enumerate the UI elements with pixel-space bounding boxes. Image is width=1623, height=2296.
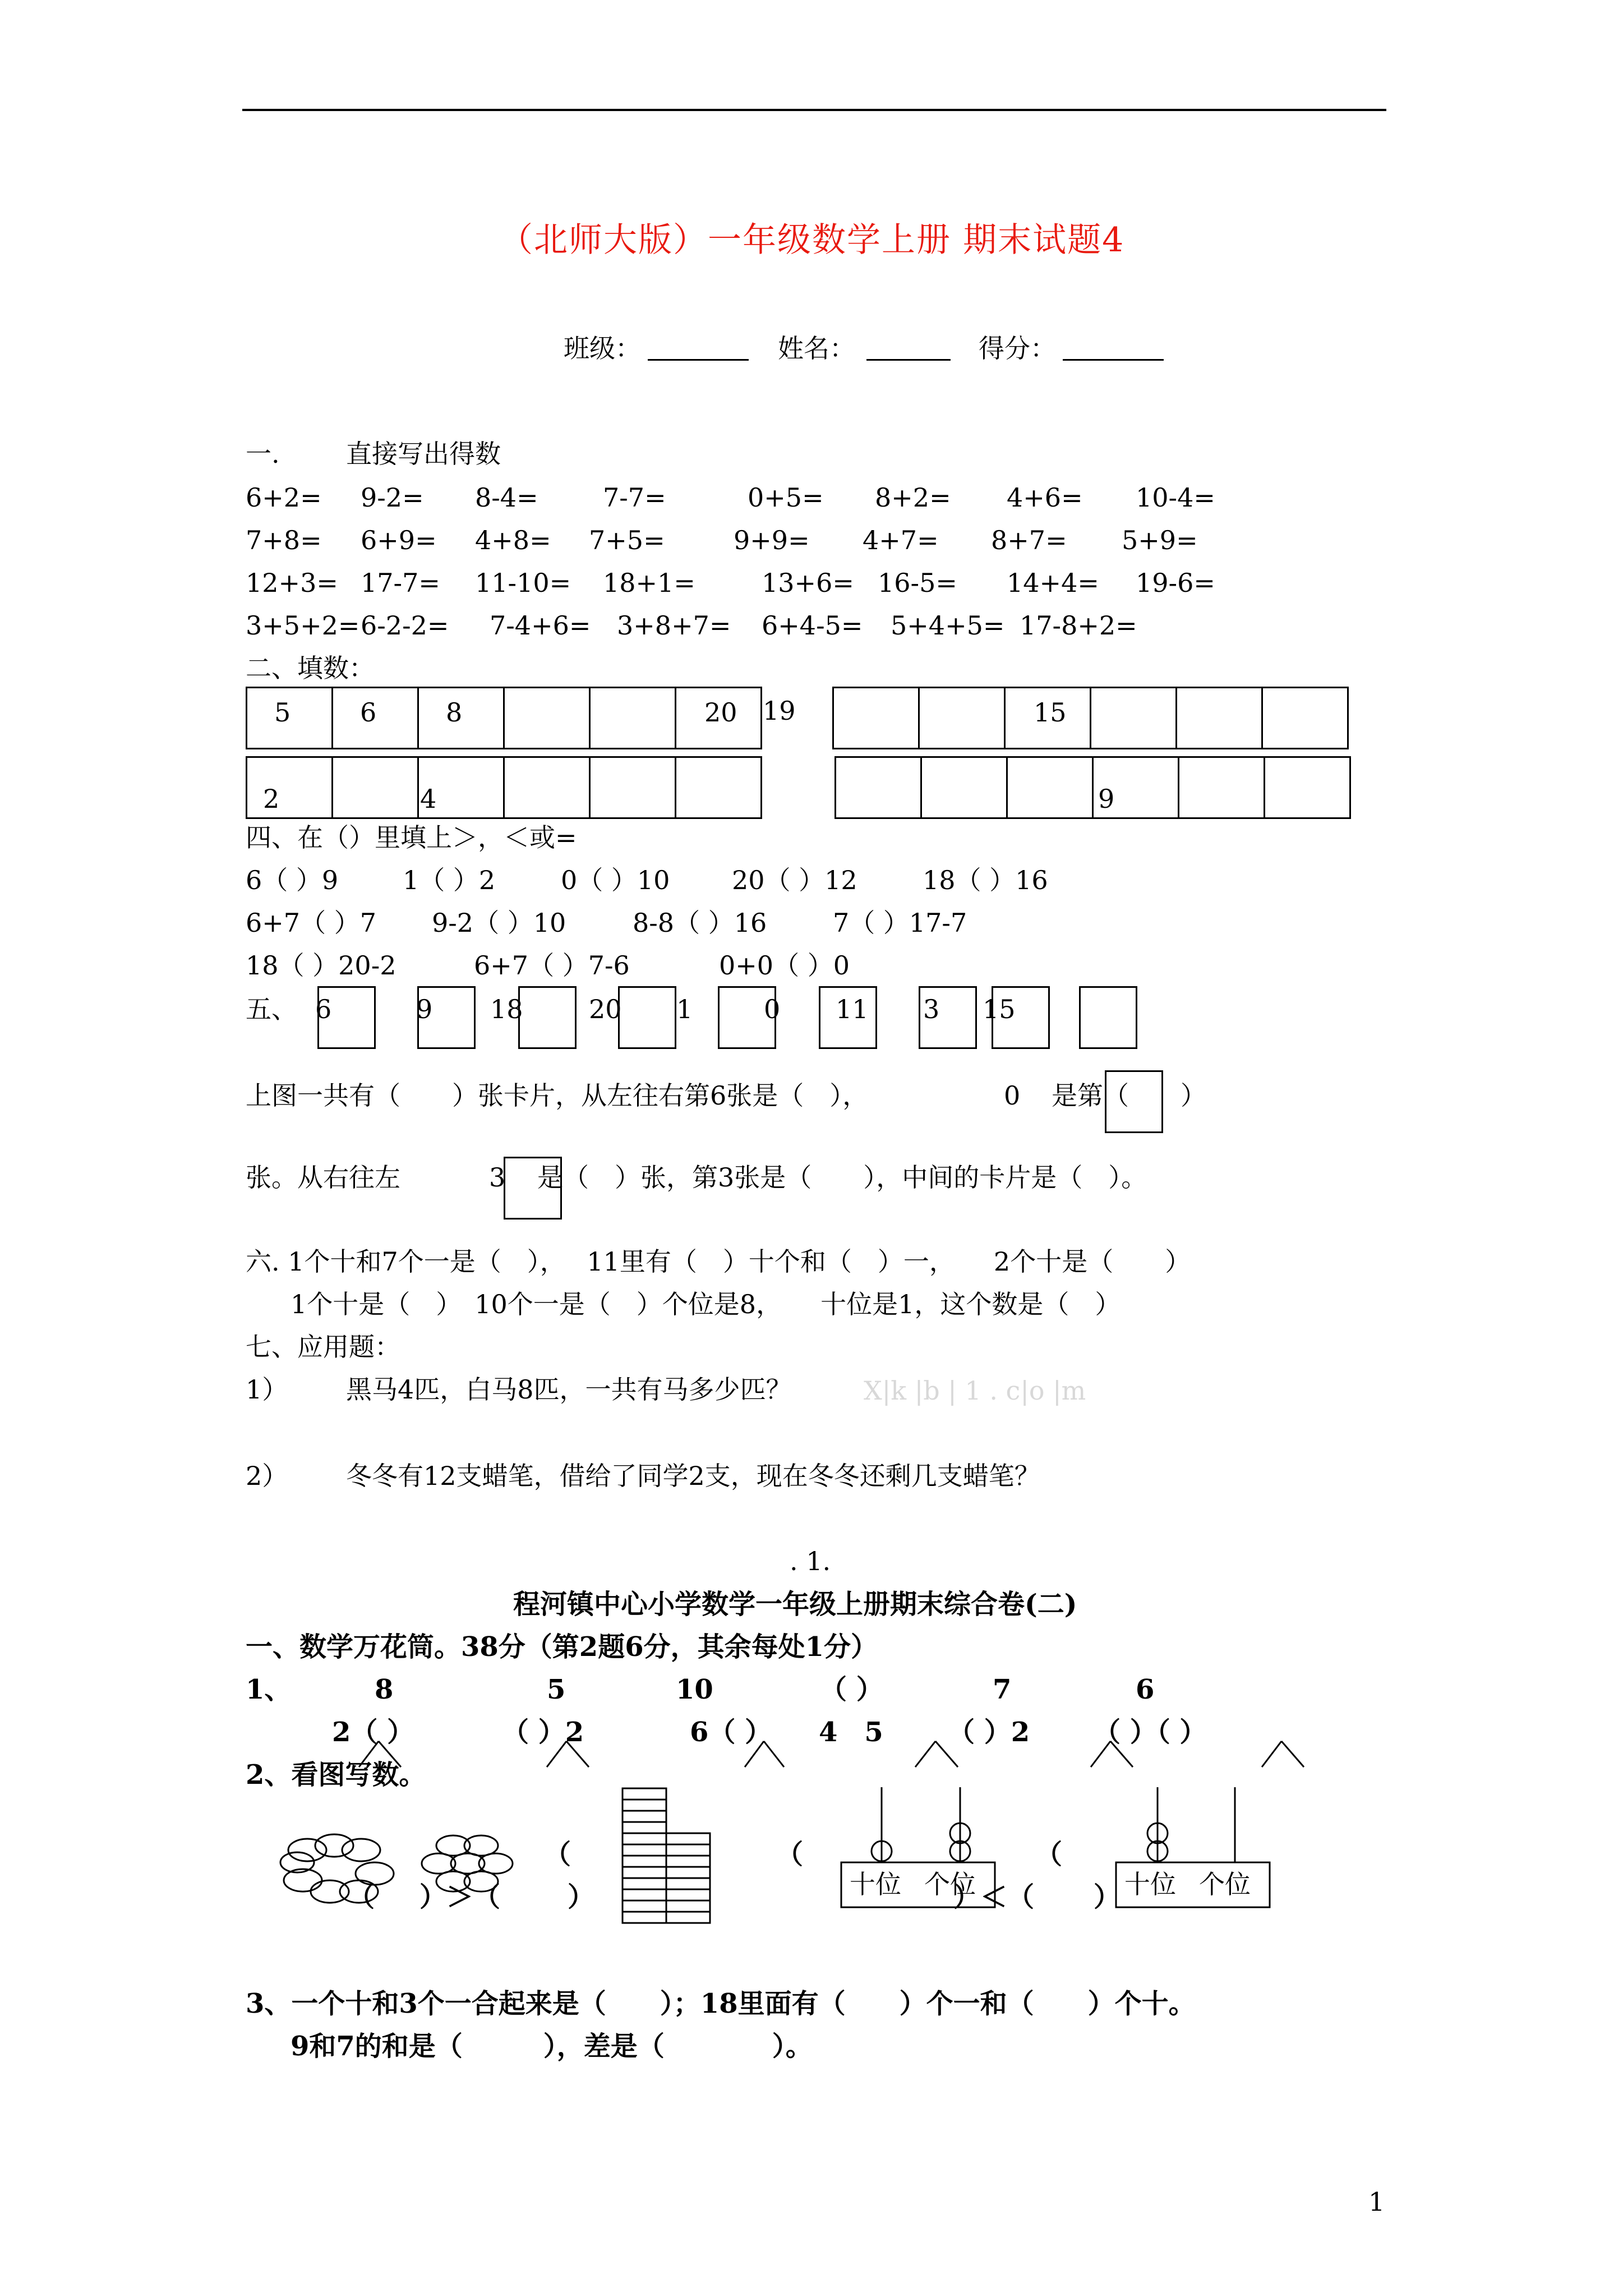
split-top: 5 [547, 1674, 566, 1705]
fill-cell[interactable]: 6 [331, 687, 419, 749]
s5-line1-end: 是第（ ） [1052, 1080, 1206, 1111]
paren: ）＜（ [953, 1881, 1035, 1913]
paren: （ [776, 1839, 804, 1870]
between-number: 19 [763, 696, 796, 726]
compare-item: 18（ ）20-2 [246, 950, 396, 981]
abacus-ones-label: 个位 [924, 1869, 976, 1899]
card-value: 9 [416, 994, 433, 1024]
problem: 6+2= [246, 482, 322, 513]
page-number: 1 [1368, 2187, 1385, 2217]
compare-item: 6（ ）9 [246, 865, 339, 895]
s5-line2-three: 3 [489, 1162, 506, 1193]
fill-cell[interactable]: 2 [246, 756, 333, 819]
q2-num: 2） [246, 1461, 288, 1491]
split-top: 10 [676, 1674, 713, 1705]
q2-text: 冬冬有12支蜡笔，借给了同学2支，现在冬冬还剩几支蜡笔？ [346, 1461, 1040, 1491]
problem: 16-5= [878, 568, 957, 598]
card-value: 3 [923, 994, 940, 1024]
card-value: 0 [764, 994, 781, 1024]
oval-cluster-2 [422, 1835, 513, 1892]
problem: 3+5+2= [246, 610, 360, 641]
paren: （ [348, 1881, 375, 1913]
problem: 14+4= [1007, 568, 1099, 598]
fill-cell[interactable]: 15 [1004, 687, 1091, 749]
card-value: 11 [836, 994, 869, 1024]
problem: 8+2= [875, 482, 951, 513]
abacus-2 [1116, 1787, 1270, 1907]
abacus-tens-label: 十位 [850, 1869, 901, 1899]
problem: 6-2-2= [361, 610, 449, 641]
s5-heading: 五、 [246, 994, 297, 1024]
problem: 19-6= [1136, 568, 1215, 598]
s1-heading: 直接写出得数 [346, 439, 501, 469]
class-label: 班级： [564, 333, 641, 364]
problem: 0+5= [748, 482, 824, 513]
s7-heading: 七、应用题： [246, 1332, 400, 1362]
compare-item: 6+7（ ）7-6 [474, 950, 630, 981]
problem: 5+9= [1122, 525, 1198, 555]
problem: 6+4-5= [762, 610, 863, 641]
problem: 4+7= [863, 525, 939, 555]
stick-bundle [623, 1788, 710, 1923]
split-bottom: 4 5 [819, 1717, 883, 1748]
problem: 11-10= [475, 568, 571, 598]
problem: 3+8+7= [617, 610, 731, 641]
paren: （ [1035, 1839, 1063, 1870]
problem: 9-2= [361, 482, 424, 513]
fill-cell[interactable]: 8 [417, 687, 505, 749]
fill-cell[interactable]: 4 [417, 756, 505, 819]
oval-cluster-1 [280, 1834, 394, 1903]
problem: 13+6= [762, 568, 854, 598]
card-value: 1 [676, 994, 693, 1024]
q1-num: 1） [246, 1374, 288, 1405]
problem: 10-4= [1136, 482, 1215, 513]
split-tree-lines [359, 1741, 1304, 1767]
watermark: X|k |b | 1 . c|o |m [864, 1375, 1086, 1406]
s5-line1-zero: 0 [1004, 1080, 1021, 1111]
s5-line1: 上图一共有（ ）张卡片，从左往右第6张是（ ）， [246, 1080, 869, 1111]
problem: 7-7= [603, 482, 666, 513]
problem: 7-4+6= [490, 610, 591, 641]
problem: 4+8= [475, 525, 551, 555]
fill-cell[interactable]: 5 [246, 687, 333, 749]
card-value: 18 [490, 994, 523, 1024]
problem: 18+1= [603, 568, 695, 598]
split-bottom: （ ）2 [948, 1717, 1030, 1748]
paren: ）＞（ [419, 1881, 501, 1913]
page-title: （北师大版）一年级数学上册 期末试题4 [499, 220, 1125, 260]
score-label: 得分： [979, 333, 1056, 364]
problem: 12+3= [246, 568, 338, 598]
s6-line1: 六. 1个十和7个一是（ ）， 11里有（ ）十个和（ ）一， 2个十是（ ） [246, 1246, 1191, 1277]
problem: 9+9= [734, 525, 810, 555]
s1-heading-num: 一. [246, 439, 280, 469]
q1-label: 1、 [246, 1674, 292, 1705]
compare-item: 18（ ）16 [923, 865, 1048, 895]
s5-line2: 张。从右往左 [246, 1162, 400, 1193]
problem: 5+4+5= [891, 610, 1005, 641]
card-value: 20 [589, 994, 622, 1024]
abacus-tens-label: 十位 [1124, 1869, 1176, 1899]
compare-item: 0（ ）10 [561, 865, 670, 895]
q3-line2: 9和7的和是（ ），差是（ ）。 [291, 2031, 813, 2062]
split-bottom: 2（ ） [332, 1717, 414, 1748]
problem: 17-8+2= [1020, 610, 1137, 641]
s2-heading: 二、填数： [246, 653, 375, 683]
part2-title: 程河镇中心小学数学一年级上册期末综合卷(二) [513, 1589, 1077, 1620]
problem: 7+8= [246, 525, 322, 555]
split-top: 6 [1136, 1674, 1155, 1705]
problem: 7+5= [589, 525, 665, 555]
abacus-1 [841, 1787, 995, 1907]
split-bottom: （ ）（ ） [1094, 1717, 1207, 1748]
s5-line2-rest: 是（ ）张，第3张是（ ），中间的卡片是（ ）。 [537, 1162, 1147, 1193]
problem: 6+9= [361, 525, 437, 555]
q1-text: 黑马4匹，白马8匹，一共有马多少匹？ [346, 1374, 792, 1405]
problem: 8-4= [475, 482, 538, 513]
problem: 4+6= [1007, 482, 1083, 513]
split-top: 8 [375, 1674, 394, 1705]
page-marker: . 1. [790, 1546, 831, 1576]
problem: 8+7= [991, 525, 1067, 555]
fill-cell[interactable]: 9 [1092, 756, 1179, 819]
compare-item: 7（ ）17-7 [833, 908, 967, 938]
compare-item: 6+7（ ）7 [246, 908, 376, 938]
compare-item: 0+0（ ）0 [719, 950, 850, 981]
problem: 17-7= [361, 568, 440, 598]
s4-heading: 四、在（）里填上＞，＜或= [246, 822, 577, 853]
part2-heading1: 一、数学万花筒。38分（第2题6分，其余每处1分） [246, 1631, 878, 1663]
abacus-ones-label: 个位 [1199, 1869, 1251, 1899]
compare-item: 1（ ）2 [403, 865, 496, 895]
split-bottom: 6（ ） [690, 1717, 772, 1748]
paren: （ [544, 1839, 571, 1870]
compare-item: 8-8（ ）16 [633, 908, 767, 938]
q3-line1: 3、一个十和3个一合起来是（ ）；18里面有（ ）个一和（ ）个十。 [246, 1988, 1196, 2019]
compare-item: 9-2（ ）10 [432, 908, 566, 938]
split-top: 7 [993, 1674, 1012, 1705]
paren: ） [1094, 1881, 1121, 1913]
q2-label: 2、看图写数。 [246, 1759, 426, 1791]
name-label: 姓名： [778, 333, 855, 364]
s6-line2: 1个十是（ ） 10个一是（ ）个位是8， 十位是1，这个数是（ ） [291, 1289, 1121, 1319]
compare-item: 20（ ）12 [732, 865, 857, 895]
fill-cell[interactable]: 20 [675, 687, 762, 749]
card-value: 6 [315, 994, 332, 1024]
split-top: （ ） [820, 1674, 883, 1705]
card-value: 15 [983, 994, 1016, 1024]
paren: ） [568, 1881, 595, 1913]
split-bottom: （ ）2 [502, 1717, 584, 1748]
